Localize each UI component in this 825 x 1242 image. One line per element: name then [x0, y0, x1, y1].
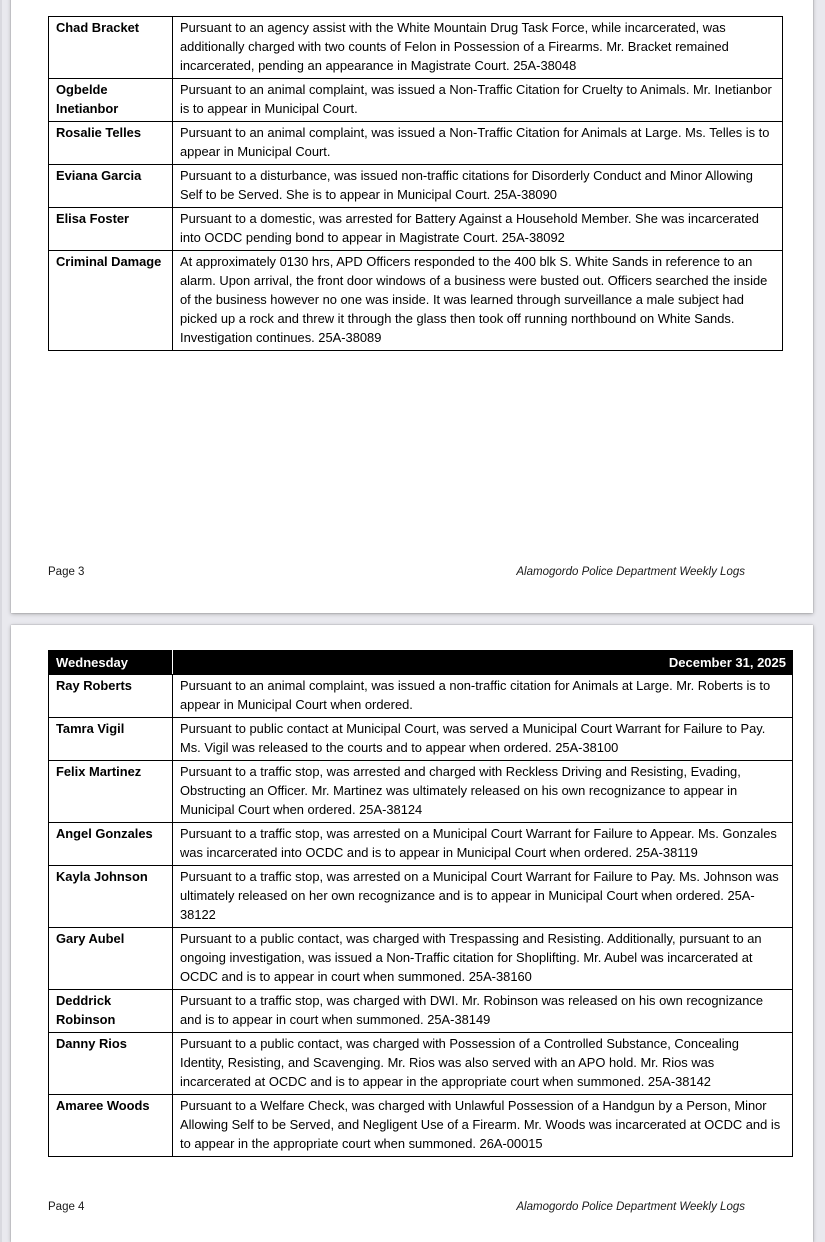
log-entry-name: Elisa Foster	[49, 208, 173, 251]
log-entry-name: Felix Martinez	[49, 761, 173, 823]
log-entry-description: Pursuant to public contact at Municipal Court, was served a Municipal Court Warrant for Failure to Pay. Ms. Vigil was released to the courts and to appear when ordered. 25A-38100	[173, 718, 793, 761]
table-row	[49, 990, 793, 1033]
log-entry-name: Criminal Damage	[49, 251, 173, 351]
log-entry-name: Rosalie Telles	[49, 122, 173, 165]
day-label: Wednesday	[49, 651, 173, 675]
log-entry-name: Kayla Johnson	[49, 866, 173, 928]
log-entry-description: Pursuant to a domestic, was arrested for Battery Against a Household Member. She was incarcerated into OCDC pending bond to appear in Magistrate Court. 25A-38092	[173, 208, 783, 251]
document-title-footer: Alamogordo Police Department Weekly Logs	[516, 566, 745, 578]
table-row	[49, 208, 783, 251]
page-number: Page 3	[48, 566, 85, 578]
log-entry-name: Eviana Garcia	[49, 165, 173, 208]
log-entry-name: Deddrick Robinson	[49, 990, 173, 1033]
page-footer	[48, 566, 745, 578]
date-label: December 31, 2025	[173, 651, 793, 675]
log-entry-name: Danny Rios	[49, 1033, 173, 1095]
table-row	[49, 866, 793, 928]
document-page-4	[11, 625, 813, 1242]
log-entry-description: At approximately 0130 hrs, APD Officers responded to the 400 blk S. White Sands in reference to an alarm. Upon arrival, the front door windows of a business were busted out. Officers searched the inside of the business however no one was inside. It was learned through surveillance a male subject had picked up a rock and threw it through the glass then took off running northbound on White Sands. Investigation continues. 25A-38089	[173, 251, 783, 351]
log-entry-name: Amaree Woods	[49, 1095, 173, 1157]
log-entry-description: Pursuant to an animal complaint, was issued a Non-Traffic Citation for Animals at Large. Ms. Telles is to appear in Municipal Court.	[173, 122, 783, 165]
log-entry-description: Pursuant to a traffic stop, was arrested on a Municipal Court Warrant for Failure to Pay. Ms. Johnson was ultimately released on her own recognizance and is to appear in Municipal Court when ordered. 25A-38122	[173, 866, 793, 928]
table-row	[49, 17, 783, 79]
police-log-table-page-4	[48, 650, 793, 1157]
police-log-table-page-3	[48, 16, 783, 351]
log-entry-name: Tamra Vigil	[49, 718, 173, 761]
log-entry-name: Chad Bracket	[49, 17, 173, 79]
log-entry-description: Pursuant to an animal complaint, was issued a non-traffic citation for Animals at Large. Mr. Roberts is to appear in Municipal Court when ordered.	[173, 675, 793, 718]
log-entry-description: Pursuant to a traffic stop, was arrested on a Municipal Court Warrant for Failure to Appear. Ms. Gonzales was incarcerated into OCDC and is to appear in Municipal Court when ordered. 25A-38119	[173, 823, 793, 866]
log-entry-description: Pursuant to a public contact, was charged with Possession of a Controlled Substance, Concealing Identity, Resisting, and Scavenging. Mr. Rios was also served with an APO hold. Mr. Rios was incarcerated at OCDC and is to appear in the appropriate court when summoned. 25A-38142	[173, 1033, 793, 1095]
table-row	[49, 1033, 793, 1095]
log-entry-name: Ray Roberts	[49, 675, 173, 718]
log-entry-description: Pursuant to an animal complaint, was issued a Non-Traffic Citation for Cruelty to Animals. Mr. Inetianbor is to appear in Municipal Court.	[173, 79, 783, 122]
log-entry-name: Gary Aubel	[49, 928, 173, 990]
document-title-footer: Alamogordo Police Department Weekly Logs	[516, 1201, 745, 1213]
table-row	[49, 718, 793, 761]
table-row	[49, 761, 793, 823]
table-row	[49, 165, 783, 208]
table-row	[49, 79, 783, 122]
log-entry-name: Angel Gonzales	[49, 823, 173, 866]
page-footer	[48, 1201, 745, 1213]
log-entry-description: Pursuant to a traffic stop, was arrested and charged with Reckless Driving and Resisting, Evading, Obstructing an Officer. Mr. Martinez was ultimately released on his own recognizance to appear in Municipal Court when ordered. 25A-38124	[173, 761, 793, 823]
table-row	[49, 251, 783, 351]
log-entry-description: Pursuant to a Welfare Check, was charged with Unlawful Possession of a Handgun by a Person, Minor Allowing Self to be Served, and Negligent Use of a Firearm. Mr. Woods was incarcerated at OCDC and is to appear in the appropriate court when summoned. 26A-00015	[173, 1095, 793, 1157]
table-row	[49, 928, 793, 990]
table-row	[49, 1095, 793, 1157]
table-row	[49, 675, 793, 718]
page-number: Page 4	[48, 1201, 85, 1213]
document-page-3	[11, 0, 813, 613]
table-row	[49, 122, 783, 165]
log-entry-description: Pursuant to a traffic stop, was charged with DWI. Mr. Robinson was released on his own recognizance and is to appear in court when summoned. 25A-38149	[173, 990, 793, 1033]
table-row	[49, 823, 793, 866]
log-entry-description: Pursuant to a public contact, was charged with Trespassing and Resisting. Additionally, pursuant to an ongoing investigation, was issued a Non-Traffic citation for Shoplifting. Mr. Aubel was incarcerated at OCDC and is to appear in court when summoned. 25A-38160	[173, 928, 793, 990]
log-entry-name: Ogbelde Inetianbor	[49, 79, 173, 122]
log-entry-description: Pursuant to a disturbance, was issued non-traffic citations for Disorderly Conduct and Minor Allowing Self to be Served. She is to appear in Municipal Court. 25A-38090	[173, 165, 783, 208]
day-header-row	[49, 651, 793, 675]
log-entry-description: Pursuant to an agency assist with the White Mountain Drug Task Force, while incarcerated, was additionally charged with two counts of Felon in Possession of a Firearms. Mr. Bracket remained incarcerated, pending an appearance in Magistrate Court. 25A-38048	[173, 17, 783, 79]
